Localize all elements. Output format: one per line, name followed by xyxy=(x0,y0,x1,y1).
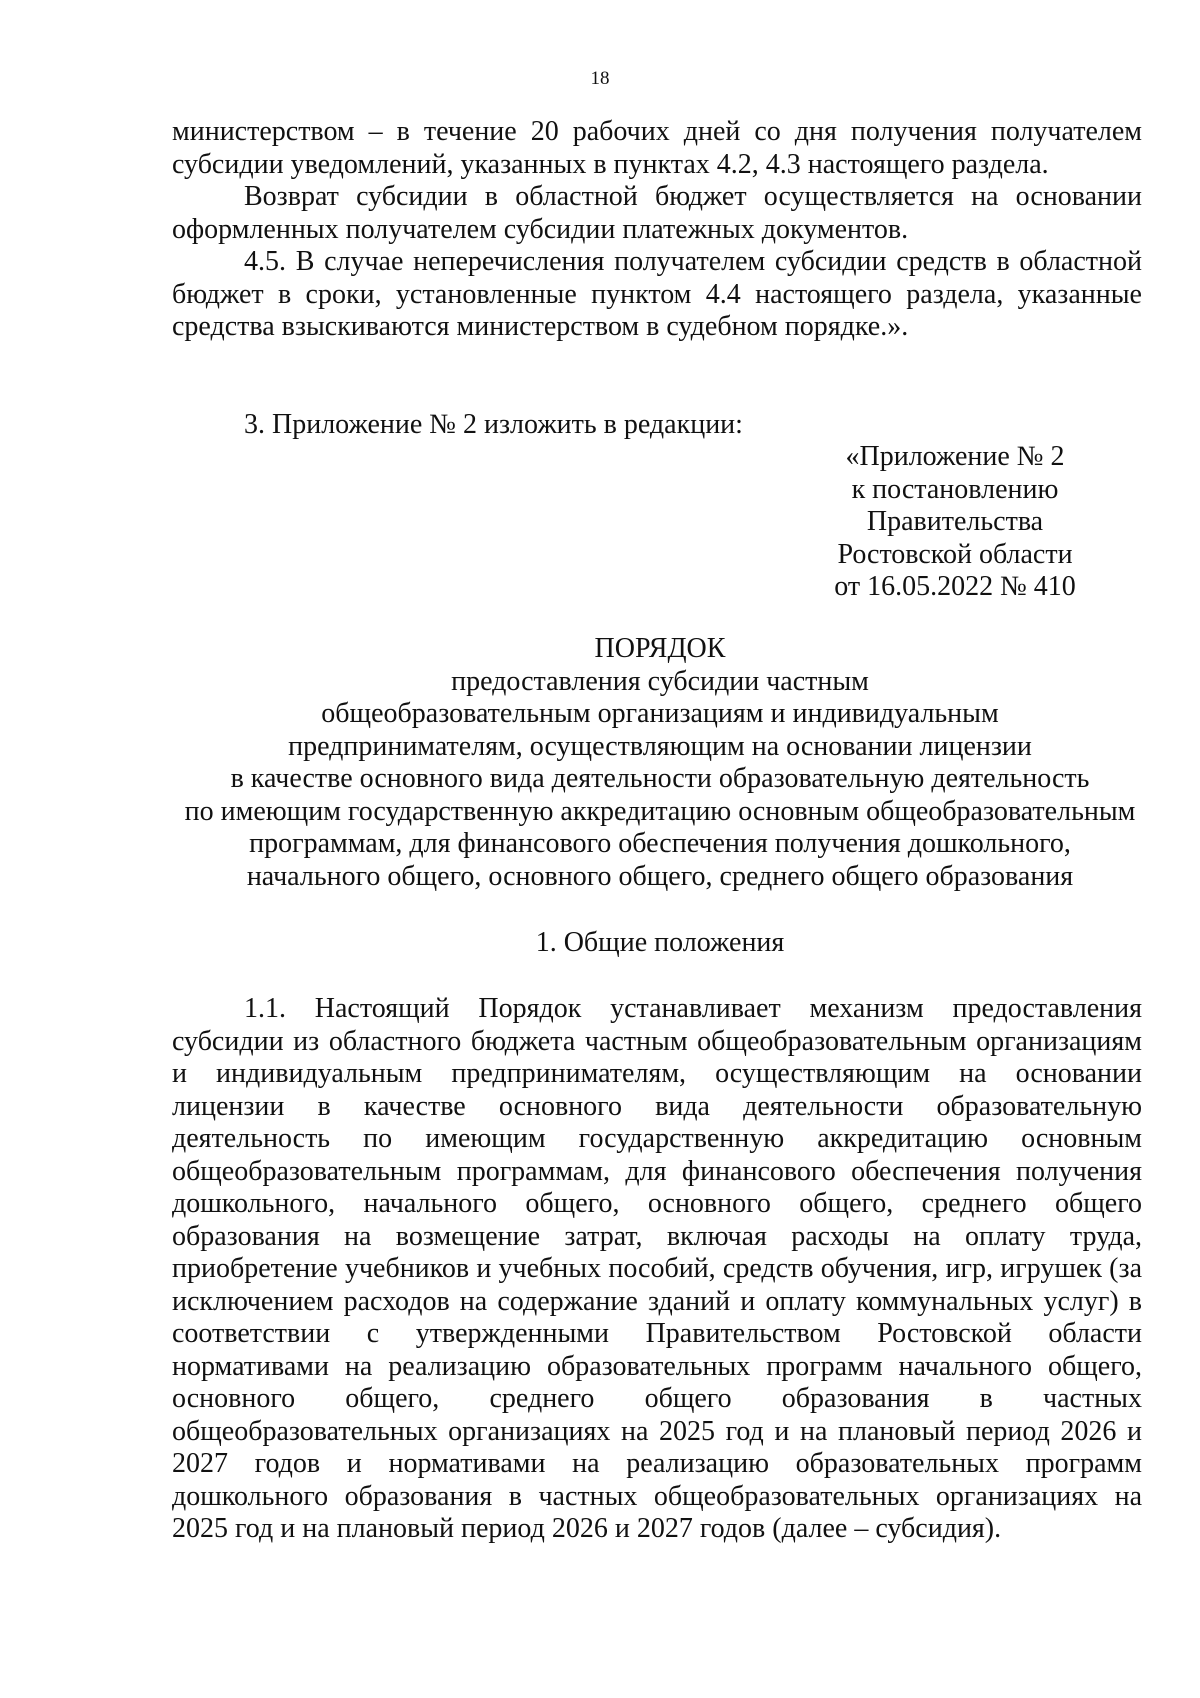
approval-line: Правительства xyxy=(866,506,1044,537)
approval-line: «Приложение № 2 xyxy=(845,441,1065,472)
title-line: общеобразовательным организациям и индивидуальным xyxy=(321,698,999,729)
section-heading: 1. Общие положения xyxy=(535,927,785,958)
item-3-text: 3. Приложение № 2 изложить в редакции: xyxy=(244,409,743,440)
approval-line: от 16.05.2022 № 410 xyxy=(834,571,1076,602)
page-number: 18 xyxy=(590,68,610,89)
title-line: в качестве основного вида деятельности образовательную деятельность xyxy=(230,763,1090,794)
paragraph-4-5: 4.5. В случае неперечисления получателем субсидии средств в областной бюджет в сроки, установленные пунктом 4.4 настоящего раздела, указанные средства взыскиваются министерством в судебном порядке.». xyxy=(172,246,1142,342)
approval-block xyxy=(820,441,1090,604)
title-line: начального общего, основного общего, среднего общего образования xyxy=(246,860,1074,892)
approval-line: Ростовской области xyxy=(837,538,1073,570)
title-line: предпринимателям, осуществляющим на основании лицензии xyxy=(288,730,1032,762)
paragraph-1-1: 1.1. Настоящий Порядок устанавливает механизм предоставления субсидии из областного бюджета частным общеобразовательным организациям и индивидуальным предпринимателям, осуществляющим на основании лицензии в качестве основного вида деятельности образовательную деятельность по имеющим государственную аккредитацию основным общеобразовательным программам, для финансового обеспечения получения дошкольного, начального общего, основного общего, среднего общего образования на возмещение затрат, включая расходы на оплату труда, приобретение учебников и учебных пособий, средств обучения, игр, игрушек (за исключением расходов на содержание зданий и оплату коммунальных услуг) в соответствии с утвержденными Правительством Ростовской области нормативами на реализацию образовательных программ начального общего, основного общего, среднего общего образования в частных общеобразовательных организациях на 2025 год и на плановый период 2026 и 2027 годов и нормативами на реализацию образовательных программ дошкольного образования в частных общеобразовательных организациях на 2025 год и на плановый период 2026 и 2027 годов (далее – субсидия). xyxy=(172,993,1142,1544)
title-line: по имеющим государственную аккредитацию основным общеобразовательным xyxy=(184,795,1136,827)
title-line: программам, для финансового обеспечения получения дошкольного, xyxy=(249,828,1071,859)
paragraph-continuation: министерством – в течение 20 рабочих дней со дня получения получателем субсидии уведомлений, указанных в пунктах 4.2, 4.3 настоящего раздела. xyxy=(172,116,1142,180)
title-line: предоставления субсидии частным xyxy=(451,665,869,697)
approval-line: к постановлению xyxy=(851,473,1059,505)
document-title-block xyxy=(150,633,1170,893)
top-paragraphs xyxy=(172,116,1142,344)
paragraph-return-of-subsidy: Возврат субсидии в областной бюджет осуществляется на основании оформленных получателем субсидии платежных документов. xyxy=(172,181,1142,245)
section-1-body xyxy=(172,993,1142,1546)
document-title: ПОРЯДОК xyxy=(594,633,726,664)
